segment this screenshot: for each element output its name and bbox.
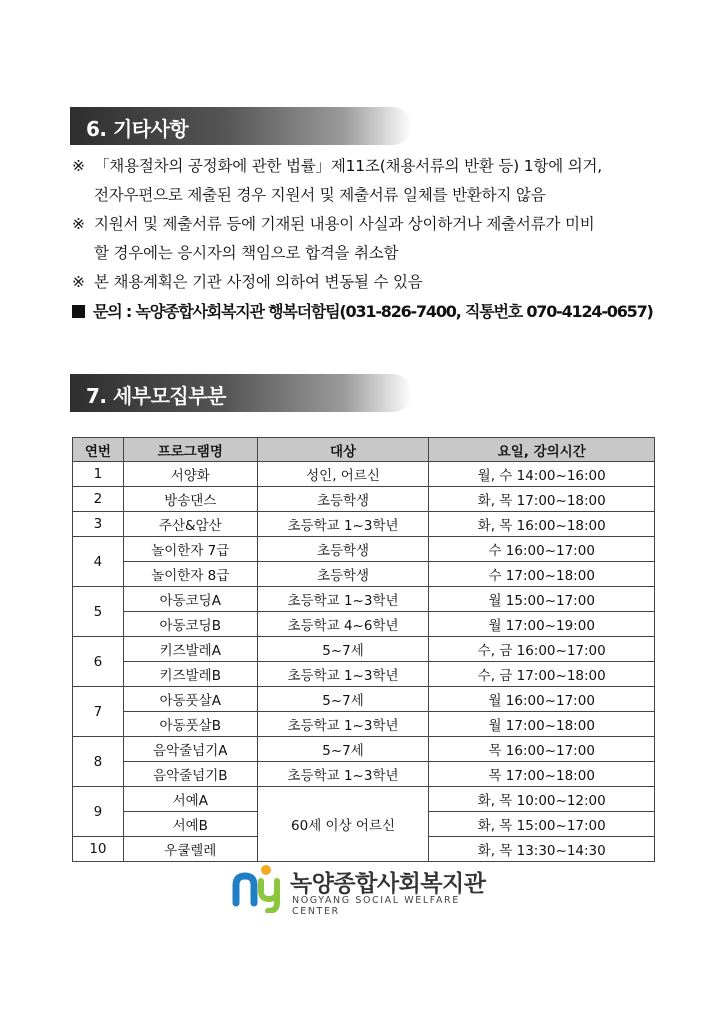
cell-time: 수, 금 16:00~17:00 [429, 637, 655, 662]
cell-target: 5~7세 [257, 737, 429, 762]
cell-target: 초등학생 [257, 562, 429, 587]
note-text: 전자우편으로 제출된 경우 지원서 및 제출서류 일체를 반환하지 않음 [94, 186, 546, 204]
section-7-header [70, 374, 412, 412]
section-6-header [70, 107, 412, 145]
cell-no: 10 [73, 837, 124, 862]
table-row [73, 487, 655, 512]
cell-time: 월, 수 14:00~16:00 [429, 462, 655, 487]
reference-mark: ※ [72, 273, 85, 291]
cell-program: 아동풋살A [123, 687, 257, 712]
logo-mark-icon [232, 863, 288, 913]
cell-program: 음악줄넘기A [123, 737, 257, 762]
cell-time: 수, 금 17:00~18:00 [429, 662, 655, 687]
table-row [73, 712, 655, 737]
table-row [73, 462, 655, 487]
cell-target: 초등학교 1~3학년 [257, 587, 429, 612]
table-row [73, 687, 655, 712]
cell-program: 키즈발레B [123, 662, 257, 687]
table-row [73, 512, 655, 537]
cell-time: 월 16:00~17:00 [429, 687, 655, 712]
reference-mark: ※ [72, 215, 85, 233]
note-text: 「채용절차의 공정화에 관한 법률」제11조(채용서류의 반환 등) 1항에 의거, [94, 157, 602, 175]
cell-time: 월 15:00~17:00 [429, 587, 655, 612]
note-line [72, 268, 672, 297]
table-row [73, 662, 655, 687]
cell-no: 9 [73, 787, 124, 837]
header-time: 요일, 강의시간 [429, 438, 655, 462]
note-line [72, 239, 672, 268]
cell-no: 6 [73, 637, 124, 687]
note-text: 지원서 및 제출서류 등에 기재된 내용이 사실과 상이하거나 제출서류가 미비 [94, 215, 595, 233]
cell-time: 화, 목 10:00~12:00 [429, 787, 655, 812]
note-line [72, 210, 672, 239]
cell-program: 방송댄스 [123, 487, 257, 512]
logo-english-name: NOGYANG SOCIAL WELFARE CENTER [292, 895, 460, 917]
cell-no: 7 [73, 687, 124, 737]
table-row [73, 587, 655, 612]
cell-time: 화, 목 16:00~18:00 [429, 512, 655, 537]
cell-program: 아동코딩B [123, 612, 257, 637]
cell-time: 화, 목 17:00~18:00 [429, 487, 655, 512]
bullet-square-icon [72, 305, 85, 318]
cell-program: 우쿨렐레 [123, 837, 257, 862]
cell-target: 5~7세 [257, 687, 429, 712]
cell-no: 5 [73, 587, 124, 637]
logo-name: 녹양종합사회복지관 [290, 871, 486, 897]
cell-target: 초등학교 1~3학년 [257, 712, 429, 737]
logo-n-stroke [236, 876, 254, 903]
table-row [73, 637, 655, 662]
logo-y-stroke [261, 881, 277, 911]
cell-program: 키즈발레A [123, 637, 257, 662]
cell-program: 서양화 [123, 462, 257, 487]
cell-time: 수 17:00~18:00 [429, 562, 655, 587]
section-6-notes [72, 152, 672, 327]
cell-target: 초등학교 1~3학년 [257, 512, 429, 537]
cell-target: 5~7세 [257, 637, 429, 662]
table-row [73, 787, 655, 812]
cell-time: 수 16:00~17:00 [429, 537, 655, 562]
cell-program: 주산&암산 [123, 512, 257, 537]
table-row [73, 612, 655, 637]
note-line [72, 152, 672, 181]
cell-no: 3 [73, 512, 124, 537]
table-row [73, 737, 655, 762]
cell-program: 놀이한자 7급 [123, 537, 257, 562]
note-text: 본 채용계획은 기관 사정에 의하여 변동될 수 있음 [94, 273, 423, 291]
cell-no: 8 [73, 737, 124, 787]
cell-time: 화, 목 15:00~17:00 [429, 812, 655, 837]
cell-program: 서예A [123, 787, 257, 812]
cell-time: 화, 목 13:30~14:30 [429, 837, 655, 862]
table-row [73, 537, 655, 562]
cell-time: 월 17:00~19:00 [429, 612, 655, 637]
header-program: 프로그램명 [123, 438, 257, 462]
contact-line [72, 297, 672, 327]
cell-no: 2 [73, 487, 124, 512]
cell-program: 아동코딩A [123, 587, 257, 612]
cell-target: 초등학교 1~3학년 [257, 762, 429, 787]
cell-program: 음악줄넘기B [123, 762, 257, 787]
cell-time: 목 17:00~18:00 [429, 762, 655, 787]
cell-time: 월 17:00~18:00 [429, 712, 655, 737]
welfare-center-logo [232, 863, 502, 917]
cell-target: 초등학생 [257, 487, 429, 512]
logo-dot [261, 865, 271, 875]
note-text: 할 경우에는 응시자의 책임으로 합격을 취소함 [94, 244, 399, 262]
reference-mark: ※ [72, 157, 85, 175]
cell-target: 성인, 어르신 [257, 462, 429, 487]
table-header-row [73, 438, 655, 462]
table-row [73, 762, 655, 787]
cell-program: 놀이한자 8급 [123, 562, 257, 587]
contact-text: 문의 : 녹양종합사회복지관 행복더함팀(031-826-7400, 직통번호 070-4124-0657) [93, 302, 653, 321]
program-schedule-table [72, 437, 655, 862]
header-no: 연번 [73, 438, 124, 462]
cell-target: 초등학교 1~3학년 [257, 662, 429, 687]
cell-time: 목 16:00~17:00 [429, 737, 655, 762]
cell-target: 초등학생 [257, 537, 429, 562]
header-target: 대상 [257, 438, 429, 462]
table-row [73, 562, 655, 587]
section-6-title: 6. 기타사항 [86, 117, 189, 141]
cell-no: 1 [73, 462, 124, 487]
cell-target: 60세 이상 어르신 [257, 787, 429, 862]
cell-no: 4 [73, 537, 124, 587]
cell-program: 아동풋살B [123, 712, 257, 737]
cell-target: 초등학교 4~6학년 [257, 612, 429, 637]
note-line [72, 181, 672, 210]
section-7-title: 7. 세부모집부분 [86, 384, 226, 408]
cell-program: 서예B [123, 812, 257, 837]
